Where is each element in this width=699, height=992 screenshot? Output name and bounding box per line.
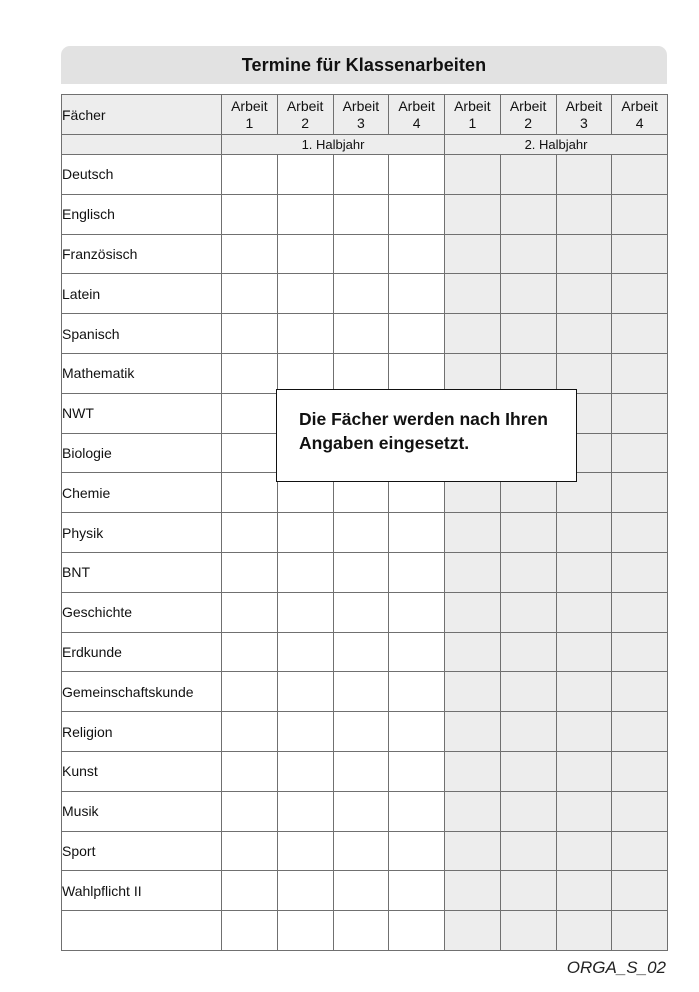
exam-date-cell[interactable] — [500, 353, 556, 393]
table-row — [62, 871, 668, 911]
exam-date-cell[interactable] — [222, 433, 278, 473]
exam-date-cell[interactable] — [333, 592, 389, 632]
exam-date-cell[interactable] — [277, 353, 333, 393]
exam-date-cell[interactable] — [612, 672, 668, 712]
exam-date-cell[interactable] — [612, 433, 668, 473]
exam-date-cell[interactable] — [445, 314, 501, 354]
exam-date-cell[interactable] — [612, 831, 668, 871]
semester-row-spacer — [62, 135, 222, 155]
exam-date-cell[interactable] — [556, 911, 612, 951]
exam-slot-header: Arbeit 4 — [612, 95, 668, 135]
info-note-box — [276, 389, 577, 482]
exam-date-cell[interactable] — [612, 712, 668, 752]
exam-date-cell[interactable] — [500, 234, 556, 274]
exam-date-cell[interactable] — [222, 751, 278, 791]
exam-date-cell[interactable] — [612, 592, 668, 632]
exam-date-cell[interactable] — [445, 632, 501, 672]
exam-date-cell[interactable] — [222, 552, 278, 592]
exam-date-cell[interactable] — [445, 791, 501, 831]
exam-date-cell[interactable] — [500, 871, 556, 911]
exam-slot-header: Arbeit 3 — [333, 95, 389, 135]
exam-date-cell[interactable] — [222, 194, 278, 234]
exam-date-cell[interactable] — [277, 513, 333, 553]
exam-date-cell[interactable] — [222, 155, 278, 195]
subject-label: Kunst — [62, 751, 222, 791]
info-note-line: Die Fächer werden nach Ihren — [299, 409, 548, 429]
exam-date-cell[interactable] — [333, 353, 389, 393]
table-row — [62, 234, 668, 274]
exam-date-cell[interactable] — [333, 234, 389, 274]
exam-date-cell[interactable] — [333, 751, 389, 791]
exam-date-cell[interactable] — [389, 592, 445, 632]
exam-date-cell[interactable] — [445, 552, 501, 592]
exam-date-cell[interactable] — [222, 314, 278, 354]
subject-label: Biologie — [62, 433, 222, 473]
info-note-line: Angaben eingesetzt. — [299, 433, 470, 453]
exam-date-cell[interactable] — [500, 672, 556, 712]
exam-date-cell[interactable] — [222, 473, 278, 513]
exam-date-cell[interactable] — [333, 911, 389, 951]
exam-date-cell[interactable] — [277, 194, 333, 234]
subject-label: Religion — [62, 712, 222, 752]
exam-date-cell[interactable] — [389, 791, 445, 831]
subject-label — [62, 911, 222, 951]
exam-date-cell[interactable] — [500, 911, 556, 951]
exam-date-cell[interactable] — [445, 592, 501, 632]
exam-slot-header: Arbeit 1 — [445, 95, 501, 135]
exam-date-cell[interactable] — [389, 234, 445, 274]
exam-date-cell[interactable] — [500, 513, 556, 553]
table-row — [62, 274, 668, 314]
exam-date-cell[interactable] — [222, 672, 278, 712]
exam-date-cell[interactable] — [277, 911, 333, 951]
exam-date-cell[interactable] — [500, 274, 556, 314]
exam-date-cell[interactable] — [612, 314, 668, 354]
exam-date-cell[interactable] — [500, 194, 556, 234]
exam-date-cell[interactable] — [612, 751, 668, 791]
exam-date-cell[interactable] — [389, 871, 445, 911]
exam-date-cell[interactable] — [333, 274, 389, 314]
table-row — [62, 712, 668, 752]
exam-date-cell[interactable] — [333, 791, 389, 831]
table-row — [62, 194, 668, 234]
table-row — [62, 632, 668, 672]
subject-label: Geschichte — [62, 592, 222, 632]
subject-label: Deutsch — [62, 155, 222, 195]
exam-slot-header: Arbeit 2 — [277, 95, 333, 135]
subject-label: Englisch — [62, 194, 222, 234]
subject-label: Latein — [62, 274, 222, 314]
table-row — [62, 751, 668, 791]
exam-date-cell[interactable] — [333, 314, 389, 354]
exam-date-cell[interactable] — [389, 274, 445, 314]
exam-date-cell[interactable] — [556, 234, 612, 274]
exam-date-cell[interactable] — [389, 552, 445, 592]
subject-label: Gemeinschaftskunde — [62, 672, 222, 712]
exam-date-cell[interactable] — [277, 791, 333, 831]
exam-date-cell[interactable] — [612, 911, 668, 951]
exam-date-cell[interactable] — [556, 791, 612, 831]
exam-date-cell[interactable] — [445, 194, 501, 234]
exam-date-cell[interactable] — [222, 911, 278, 951]
exam-date-cell[interactable] — [500, 632, 556, 672]
subject-label: Musik — [62, 791, 222, 831]
exam-date-cell[interactable] — [445, 155, 501, 195]
exam-date-cell[interactable] — [389, 314, 445, 354]
exam-date-cell[interactable] — [277, 552, 333, 592]
exam-date-cell[interactable] — [277, 314, 333, 354]
exam-date-cell[interactable] — [277, 632, 333, 672]
exam-date-cell[interactable] — [445, 712, 501, 752]
exam-date-cell[interactable] — [222, 712, 278, 752]
exam-date-cell[interactable] — [277, 592, 333, 632]
exam-date-cell[interactable] — [556, 314, 612, 354]
exam-date-cell[interactable] — [333, 194, 389, 234]
exam-date-cell[interactable] — [500, 712, 556, 752]
exam-date-cell[interactable] — [277, 751, 333, 791]
subject-label: Wahlpflicht II — [62, 871, 222, 911]
subject-column-header: Fächer — [62, 95, 222, 135]
exam-date-cell[interactable] — [389, 751, 445, 791]
subject-label: Sport — [62, 831, 222, 871]
exam-date-cell[interactable] — [612, 791, 668, 831]
exam-date-cell[interactable] — [277, 274, 333, 314]
exam-date-cell[interactable] — [500, 751, 556, 791]
exam-date-cell[interactable] — [333, 871, 389, 911]
exam-date-cell[interactable] — [612, 353, 668, 393]
exam-slot-header: Arbeit 3 — [556, 95, 612, 135]
subject-label: NWT — [62, 393, 222, 433]
subject-label: Erdkunde — [62, 632, 222, 672]
exam-date-cell[interactable] — [500, 552, 556, 592]
exam-date-cell[interactable] — [556, 831, 612, 871]
exam-date-cell[interactable] — [500, 155, 556, 195]
exam-date-cell[interactable] — [445, 672, 501, 712]
exam-date-cell[interactable] — [445, 871, 501, 911]
exam-date-cell[interactable] — [277, 871, 333, 911]
exam-date-cell[interactable] — [500, 831, 556, 871]
subject-label: Chemie — [62, 473, 222, 513]
exam-date-cell[interactable] — [556, 592, 612, 632]
subject-label: BNT — [62, 552, 222, 592]
exam-date-cell[interactable] — [556, 632, 612, 672]
exam-date-cell[interactable] — [389, 513, 445, 553]
exam-date-cell[interactable] — [445, 353, 501, 393]
exam-date-cell[interactable] — [277, 672, 333, 712]
exam-date-cell[interactable] — [389, 911, 445, 951]
exam-date-cell[interactable] — [556, 712, 612, 752]
table-row — [62, 791, 668, 831]
table-row — [62, 552, 668, 592]
exam-date-cell[interactable] — [612, 871, 668, 911]
exam-date-cell[interactable] — [277, 155, 333, 195]
exam-date-cell[interactable] — [612, 194, 668, 234]
exam-date-cell[interactable] — [612, 473, 668, 513]
exam-date-cell[interactable] — [389, 155, 445, 195]
exam-date-cell[interactable] — [389, 632, 445, 672]
exam-date-cell[interactable] — [445, 911, 501, 951]
subject-rows — [62, 155, 668, 951]
table-row — [62, 672, 668, 712]
exam-date-cell[interactable] — [612, 552, 668, 592]
exam-date-cell[interactable] — [556, 552, 612, 592]
first-semester-label: 1. Halbjahr — [222, 135, 445, 155]
exam-date-cell[interactable] — [389, 194, 445, 234]
exam-slot-header: Arbeit 1 — [222, 95, 278, 135]
subject-label: Mathematik — [62, 353, 222, 393]
exam-date-cell[interactable] — [333, 155, 389, 195]
exam-date-cell[interactable] — [333, 513, 389, 553]
exam-date-cell[interactable] — [333, 632, 389, 672]
exam-slot-header: Arbeit 4 — [389, 95, 445, 135]
exam-date-cell[interactable] — [445, 513, 501, 553]
exam-date-cell[interactable] — [612, 393, 668, 433]
exam-date-cell[interactable] — [556, 274, 612, 314]
exam-date-cell[interactable] — [222, 632, 278, 672]
exam-date-cell[interactable] — [612, 234, 668, 274]
table-row — [62, 314, 668, 354]
exam-date-cell[interactable] — [500, 791, 556, 831]
table-row — [62, 155, 668, 195]
exam-date-cell[interactable] — [389, 353, 445, 393]
exam-date-cell[interactable] — [222, 513, 278, 553]
exam-date-cell[interactable] — [277, 831, 333, 871]
exam-date-cell[interactable] — [445, 234, 501, 274]
exam-date-cell[interactable] — [222, 274, 278, 314]
exam-date-cell[interactable] — [556, 513, 612, 553]
exam-date-cell[interactable] — [612, 513, 668, 553]
semester-row — [62, 135, 668, 155]
document-code: ORGA_S_02 — [566, 958, 666, 977]
exam-date-cell[interactable] — [389, 672, 445, 712]
exam-date-cell[interactable] — [445, 274, 501, 314]
exam-date-cell[interactable] — [222, 791, 278, 831]
exam-date-cell[interactable] — [445, 831, 501, 871]
exam-date-cell[interactable] — [500, 592, 556, 632]
exam-date-cell[interactable] — [500, 314, 556, 354]
exam-date-cell[interactable] — [445, 751, 501, 791]
exam-slot-header: Arbeit 2 — [500, 95, 556, 135]
exam-date-cell[interactable] — [222, 353, 278, 393]
table-row — [62, 911, 668, 951]
exam-date-cell[interactable] — [333, 672, 389, 712]
subject-label: Physik — [62, 513, 222, 553]
subject-label: Spanisch — [62, 314, 222, 354]
exam-date-cell[interactable] — [222, 234, 278, 274]
table-row — [62, 353, 668, 393]
exam-date-cell[interactable] — [556, 194, 612, 234]
exam-date-cell[interactable] — [612, 632, 668, 672]
exam-date-cell[interactable] — [333, 712, 389, 752]
exam-schedule-table — [61, 94, 668, 951]
exam-date-cell[interactable] — [389, 712, 445, 752]
exam-date-cell[interactable] — [612, 155, 668, 195]
exam-date-cell[interactable] — [333, 552, 389, 592]
exam-date-cell[interactable] — [222, 592, 278, 632]
header-row — [62, 95, 668, 135]
page-title: Termine für Klassenarbeiten — [61, 46, 667, 84]
exam-date-cell[interactable] — [556, 155, 612, 195]
table-row — [62, 831, 668, 871]
exam-date-cell[interactable] — [222, 393, 278, 433]
table-row — [62, 513, 668, 553]
exam-date-cell[interactable] — [556, 871, 612, 911]
exam-date-cell[interactable] — [333, 831, 389, 871]
second-semester-label: 2. Halbjahr — [445, 135, 668, 155]
exam-date-cell[interactable] — [612, 274, 668, 314]
exam-date-cell[interactable] — [222, 831, 278, 871]
exam-date-cell[interactable] — [556, 353, 612, 393]
subject-label: Französisch — [62, 234, 222, 274]
exam-date-cell[interactable] — [277, 712, 333, 752]
exam-date-cell[interactable] — [556, 751, 612, 791]
exam-date-cell[interactable] — [277, 234, 333, 274]
exam-date-cell[interactable] — [222, 871, 278, 911]
exam-date-cell[interactable] — [556, 672, 612, 712]
exam-date-cell[interactable] — [389, 831, 445, 871]
table-row — [62, 592, 668, 632]
